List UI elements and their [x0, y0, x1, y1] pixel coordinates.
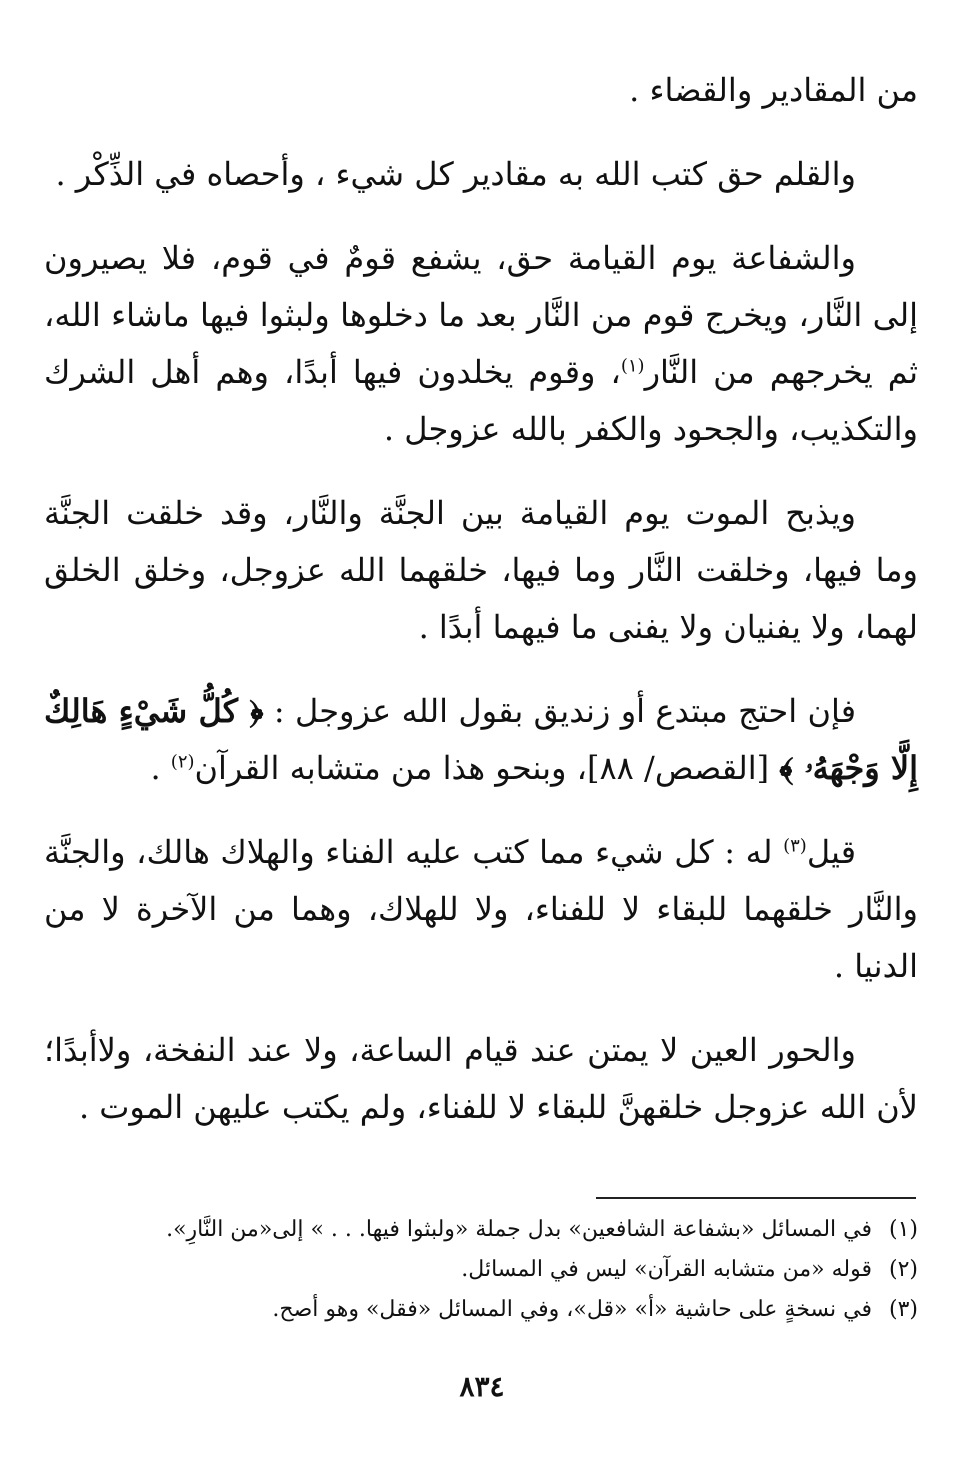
- footnote-1: [44, 1210, 918, 1250]
- paragraph-2-text-b: ، وقوم يخلدون فيها أبدًا، وهم أهل الشرك والتكذيب، والجحود والكفر بالله عزوجل .: [44, 353, 918, 448]
- paragraph-5: [44, 824, 918, 995]
- footnote-ref-2: (٢): [170, 751, 195, 773]
- footnote-ref-1: (١): [620, 355, 645, 377]
- paragraph-6: والحور العين لا يمتن عند قيام الساعة، ولا عند النفخة، ولاأبدًا؛ لأن الله عزوجل خلقهنَّ للبقاء لا للفناء، ولم يكتب عليهن الموت .: [44, 1031, 918, 1126]
- quran-verse: ﴿ كُلُّ شَيْءٍ هَالِكٌ إِلَّا وَجْهَهُۥ ﴾: [44, 692, 918, 787]
- paragraph-5-text-a: قيل: [806, 833, 856, 871]
- paragraph-0: من المقادير والقضاء .: [629, 71, 918, 109]
- page-body: [44, 62, 918, 1136]
- paragraph-4-text-a: فإن احتج مبتدع أو زنديق بقول الله عزوجل :: [273, 692, 857, 730]
- paragraph-4: [44, 683, 918, 797]
- footnote-number: (٢): [888, 1257, 918, 1282]
- footnote-ref-3: (٣): [783, 835, 807, 857]
- footnote-3: [44, 1290, 918, 1330]
- footnote-2: [44, 1250, 918, 1290]
- page-number: ٨٣٤: [459, 1370, 505, 1403]
- paragraph-2: [44, 230, 918, 458]
- paragraph-5-text-b: له : كل شيء مما كتب عليه الفناء والهلاك هالك، والجنَّة والنَّار خلقهما للبقاء لا للفناء، ولا للهلاك، وهما من الآخرة لا من الدنيا .: [44, 833, 918, 985]
- footnote-text: في نسخةٍ على حاشية «أ» «قل»، وفي المسائل «فقل» وهو أصح.: [272, 1297, 872, 1322]
- paragraph-3: ويذبح الموت يوم القيامة بين الجنَّة والنَّار، وقد خلقت الجنَّة وما فيها، وخلقت النَّار وما فيها، خلقهما الله عزوجل، وخلق الخلق لهما، ولا يفنيان ولا يفنى ما فيهما أبدًا .: [44, 494, 919, 646]
- paragraph-1: والقلم حق كتب الله به مقادير كل شيء ، وأحصاه في الذِّكْر .: [55, 155, 856, 193]
- footnote-separator: [596, 1197, 916, 1199]
- footnote-text: في المسائل «بشفاعة الشافعين» بدل جملة «ولبثوا فيها. . . » إلى«من النَّارِ».: [166, 1217, 872, 1242]
- footnotes: [44, 1210, 918, 1330]
- paragraph-2-text-a: والشفاعة يوم القيامة حق، يشفع قومٌ في قوم، فلا يصيرون إلى النَّار، ويخرج قوم من النَّار بعد ما دخلوها ولبثوا فيها ماشاء الله، ثم يخرجهم من النَّار: [44, 239, 919, 391]
- footnote-number: (٣): [888, 1297, 918, 1322]
- footnote-number: (١): [888, 1217, 918, 1242]
- footnote-text: قوله «من متشابه القرآن» ليس في المسائل.: [461, 1257, 872, 1282]
- paragraph-4-text-c: .: [150, 749, 161, 787]
- paragraph-4-text-b: [القصص/ ٨٨]، وبنحو هذا من متشابه القرآن: [194, 749, 770, 787]
